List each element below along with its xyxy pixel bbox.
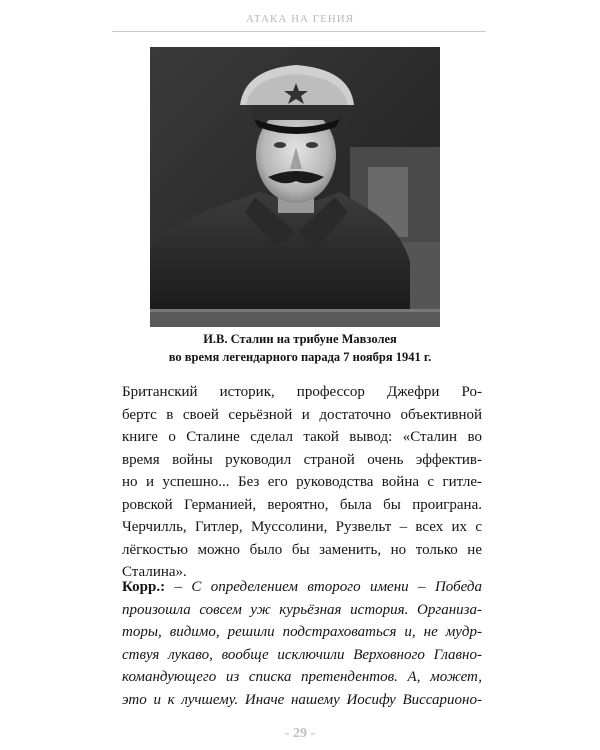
text-line: ствуя лукаво, вообще исключили Верховного Главно-	[122, 646, 482, 663]
caption-line-1: И.В. Сталин на трибуне Мавзолея	[203, 332, 397, 346]
text-line: но и успешно... Без его руководства война с гитле-	[122, 474, 482, 490]
text-line: лёгкостью можно было бы заменить, но только не	[122, 541, 482, 558]
text-segment: – С определением второго имени – Победа	[165, 579, 482, 595]
text-line: Сталина».	[122, 564, 187, 580]
page-number: - 29 -	[284, 726, 316, 741]
text-line-first	[122, 576, 482, 599]
paragraph-roberts-quote	[122, 381, 482, 584]
text-line: Британский историк, профессор Джефри Ро-	[122, 384, 482, 400]
portrait-illustration	[150, 47, 440, 327]
text-line: командующего из списка претендентов. А, может,	[122, 669, 482, 685]
text-line: ровской Германией, вероятно, была бы проиграна.	[122, 496, 482, 513]
correspondent-label: Корр.:	[122, 579, 166, 595]
stalin-portrait-photo	[150, 47, 440, 327]
text-line: бертс в своей серьёзной и достаточно объективной	[122, 406, 482, 423]
caption-line-2: во время легендарного парада 7 ноября 1941 г.	[168, 350, 432, 364]
header-rule	[112, 31, 486, 32]
text-line: торы, видимо, решили подстраховаться и, не мудр-	[122, 624, 482, 640]
running-header: АТАКА НА ГЕНИЯ	[245, 13, 355, 25]
text-line: время войны руководил страной очень эффектив-	[122, 451, 482, 468]
text-line: Черчилль, Гитлер, Муссолини, Рузвельт – всех их с	[122, 519, 482, 535]
text-line: произошла совсем уж курьёзная история. Организа-	[122, 601, 482, 618]
text-line: это и к лучшему. Иначе нашему Иосифу Виссарионо-	[122, 691, 482, 708]
paragraph-correspondent	[122, 576, 482, 711]
photo-caption	[0, 330, 600, 366]
text-line: книге о Сталине сделал такой вывод: «Сталин во	[122, 429, 482, 445]
